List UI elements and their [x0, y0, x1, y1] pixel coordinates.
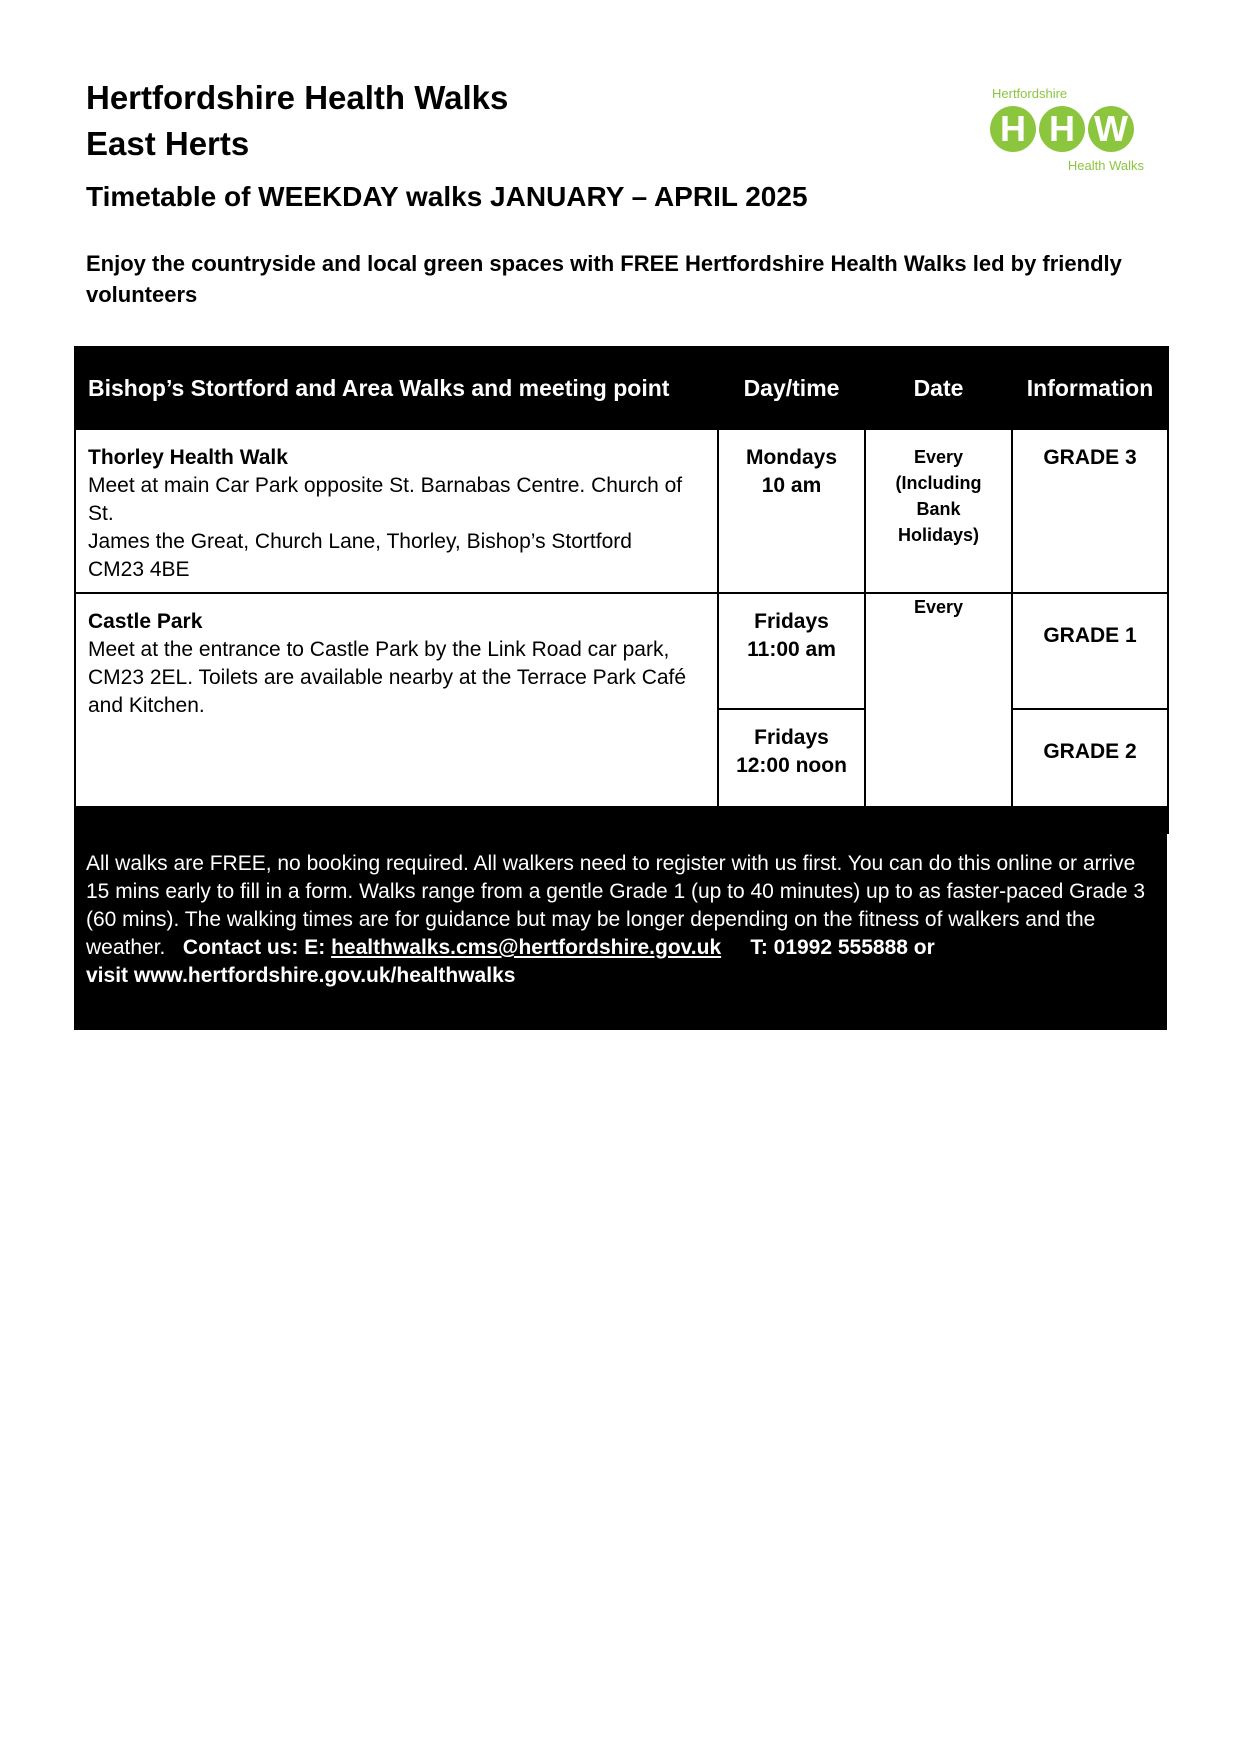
castle-slot2-day: Fridays — [754, 726, 829, 749]
thorley-date-line-2: (Including — [895, 473, 982, 493]
table-row-castle-1 — [75, 593, 1168, 709]
castle-desc-line-2: CM23 2EL. Toilets are available nearby at the Terrace Park Café — [88, 666, 687, 689]
timetable-subtitle: Timetable of WEEKDAY walks JANUARY – APRIL 2025 — [86, 181, 808, 212]
hhw-logo — [988, 84, 1148, 176]
title-line-1: Hertfordshire Health Walks — [86, 79, 509, 116]
thorley-desc-line-1: Meet at main Car Park opposite St. Barnabas Centre. Church of St. — [88, 474, 683, 525]
visit-website-text: visit www.hertfordshire.gov.uk/healthwalks — [86, 964, 516, 987]
castle-slot2-info: GRADE 2 — [1012, 709, 1168, 833]
walks-table — [74, 346, 1169, 834]
castle-slot1-day: Fridays — [754, 610, 829, 633]
thorley-date-line-4: Holidays) — [897, 525, 980, 545]
email-link[interactable]: healthwalks.cms@hertfordshire.gov.uk — [331, 936, 722, 959]
thorley-desc-line-2: James the Great, Church Lane, Thorley, Bishop’s Stortford — [88, 530, 632, 553]
table-row-thorley — [75, 429, 1168, 593]
header-day-time: Day/time — [718, 347, 865, 429]
thorley-date-line-3: Bank — [916, 499, 961, 519]
castle-desc-line-3: and Kitchen. — [88, 694, 205, 717]
thorley-day: Mondays — [745, 446, 837, 469]
logo-letter-w: W — [1088, 106, 1134, 152]
logo-bottom-text: Health Walks — [1067, 158, 1144, 173]
table-header-row — [75, 347, 1168, 429]
thorley-walk-cell — [75, 429, 718, 593]
castle-walk-name: Castle Park — [88, 610, 203, 633]
logo-letter-h2: H — [1039, 106, 1085, 152]
footer-info-box — [74, 806, 1167, 1030]
footer-line-1: All walks are FREE, no booking required. All walkers need to register with us first. You can do this online or arrive — [86, 852, 1136, 875]
logo-letter-h1: H — [990, 106, 1036, 152]
footer-line-2: 15 mins early to fill in a form. Walks range from a gentle Grade 1 (up to 40 minutes) up to as faster-paced Grade 3 — [86, 880, 1146, 903]
footer-line-3: (60 mins). The walking times are for guidance but may be longer depending on the fitness of walkers and the — [86, 908, 1096, 931]
footer-line-4 — [86, 934, 1155, 962]
footer-weather-text: weather. — [86, 936, 166, 959]
thorley-time: 10 am — [761, 474, 822, 497]
header-information: Information — [1012, 347, 1168, 429]
castle-desc-line-1: Meet at the entrance to Castle Park by the Link Road car park, — [88, 638, 670, 661]
header-date: Date — [865, 347, 1012, 429]
contact-label: Contact us: E: — [182, 936, 326, 959]
thorley-day-time — [718, 429, 865, 593]
header-walk: Bishop’s Stortford and Area Walks and meeting point — [75, 347, 718, 429]
title-line-2: East Herts — [86, 125, 250, 162]
castle-slot1-info: GRADE 1 — [1012, 593, 1168, 709]
castle-slot1-time: 11:00 am — [747, 638, 836, 661]
intro-text: Enjoy the countryside and local green spaces with FREE Hertfordshire Health Walks led by friendly volunteers — [86, 251, 1122, 307]
thorley-info: GRADE 3 — [1012, 429, 1168, 593]
phone-text: T: 01992 555888 or — [750, 936, 935, 959]
castle-slot1-day-time — [718, 593, 865, 709]
castle-slot2-time: 12:00 noon — [736, 754, 847, 777]
thorley-walk-name: Thorley Health Walk — [88, 446, 288, 469]
thorley-desc-line-3: CM23 4BE — [88, 558, 190, 581]
logo-circles — [990, 106, 1137, 152]
castle-date: Every — [865, 593, 1012, 833]
castle-walk-cell — [75, 593, 718, 833]
thorley-date-line-1: Every — [913, 447, 964, 467]
logo-top-text: Hertfordshire — [992, 86, 1068, 101]
thorley-date — [865, 429, 1012, 593]
